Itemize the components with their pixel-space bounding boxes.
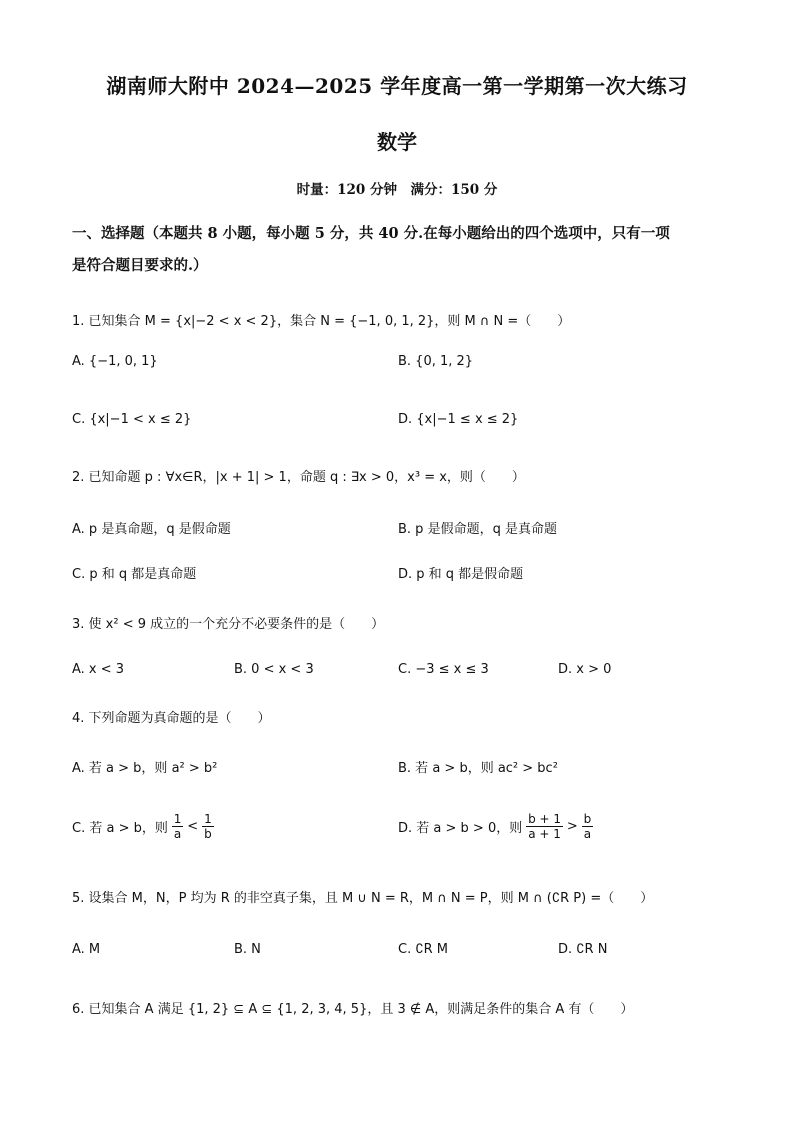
fraction-denominator: a + 1 bbox=[528, 827, 561, 841]
fraction-b-over-a bbox=[582, 812, 593, 841]
question-4-option-b: B. 若 a > b，则 ac² > bc² bbox=[398, 761, 558, 776]
section-heading-line2: 是符合题目要求的.） bbox=[72, 257, 208, 274]
question-1-option-d: D. {x|−1 ≤ x ≤ 2} bbox=[398, 412, 519, 427]
question-3-option-c: C. −3 ≤ x ≤ 3 bbox=[398, 662, 489, 677]
question-5-option-b: B. N bbox=[234, 942, 261, 957]
question-4-option-c bbox=[72, 812, 214, 841]
question-5-stem: 5. 设集合 M，N，P 均为 R 的非空真子集，且 M ∪ N = R，M ∩ N = P，则 M ∩ (∁R P) =（ ） bbox=[72, 891, 654, 906]
question-1-stem: 1. 已知集合 M = {x|−2 < x < 2}，集合 N = {−1, 0, 1, 2}，则 M ∩ N =（ ） bbox=[72, 314, 571, 329]
question-6-stem: 6. 已知集合 A 满足 {1, 2} ⊆ A ⊆ {1, 2, 3, 4, 5}，且 3 ∉ A，则满足条件的集合 A 有（ ） bbox=[72, 1002, 634, 1017]
question-1-option-c: C. {x|−1 < x ≤ 2} bbox=[72, 412, 192, 427]
fraction-b1-over-a1 bbox=[526, 812, 563, 841]
question-5-option-a: A. M bbox=[72, 942, 101, 957]
question-3-option-b: B. 0 < x < 3 bbox=[234, 662, 314, 677]
question-2-stem: 2. 已知命题 p : ∀x∈R，|x + 1| > 1，命题 q : ∃x > 0，x³ = x，则（ ） bbox=[72, 470, 525, 485]
question-5-option-d: D. ∁R N bbox=[558, 942, 608, 957]
subject-heading: 数学 bbox=[377, 130, 417, 154]
fraction-numerator: 1 bbox=[173, 812, 182, 826]
option-d-prefix: D. 若 a > b > 0，则 bbox=[398, 821, 523, 836]
exam-title: 湖南师大附中 2024—2025 学年度高一第一学期第一次大练习 bbox=[106, 74, 688, 98]
fraction-denominator: a bbox=[173, 827, 182, 841]
fraction-1-over-b bbox=[202, 812, 214, 841]
question-2-option-a: A. p 是真命题，q 是假命题 bbox=[72, 522, 231, 537]
question-4-stem: 4. 下列命题为真命题的是（ ） bbox=[72, 711, 271, 726]
question-1-option-b: B. {0, 1, 2} bbox=[398, 354, 474, 369]
question-3-option-a: A. x < 3 bbox=[72, 662, 125, 677]
fraction-numerator: b bbox=[583, 812, 592, 826]
exam-meta: 时量：120 分钟 满分：150 分 bbox=[296, 182, 498, 198]
relation-symbol: > bbox=[566, 819, 578, 834]
relation-symbol: < bbox=[187, 819, 199, 834]
question-2-option-d: D. p 和 q 都是假命题 bbox=[398, 567, 524, 582]
question-4-option-a: A. 若 a > b，则 a² > b² bbox=[72, 761, 218, 776]
question-5-option-c: C. ∁R M bbox=[398, 942, 448, 957]
question-3-option-d: D. x > 0 bbox=[558, 662, 612, 677]
option-c-prefix: C. 若 a > b，则 bbox=[72, 821, 168, 836]
question-3-stem: 3. 使 x² < 9 成立的一个充分不必要条件的是（ ） bbox=[72, 617, 385, 632]
question-4-option-d bbox=[398, 812, 593, 841]
question-2-option-b: B. p 是假命题，q 是真命题 bbox=[398, 522, 557, 537]
fraction-numerator: 1 bbox=[204, 812, 212, 826]
fraction-denominator: b bbox=[204, 827, 212, 841]
fraction-1-over-a bbox=[172, 812, 183, 841]
question-2-option-c: C. p 和 q 都是真命题 bbox=[72, 567, 197, 582]
question-1-option-a: A. {−1, 0, 1} bbox=[72, 354, 158, 369]
section-heading-line1: 一、选择题（本题共 8 小题，每小题 5 分，共 40 分.在每小题给出的四个选项中，只有一项 bbox=[72, 225, 670, 242]
fraction-denominator: a bbox=[583, 827, 592, 841]
fraction-numerator: b + 1 bbox=[528, 812, 562, 826]
